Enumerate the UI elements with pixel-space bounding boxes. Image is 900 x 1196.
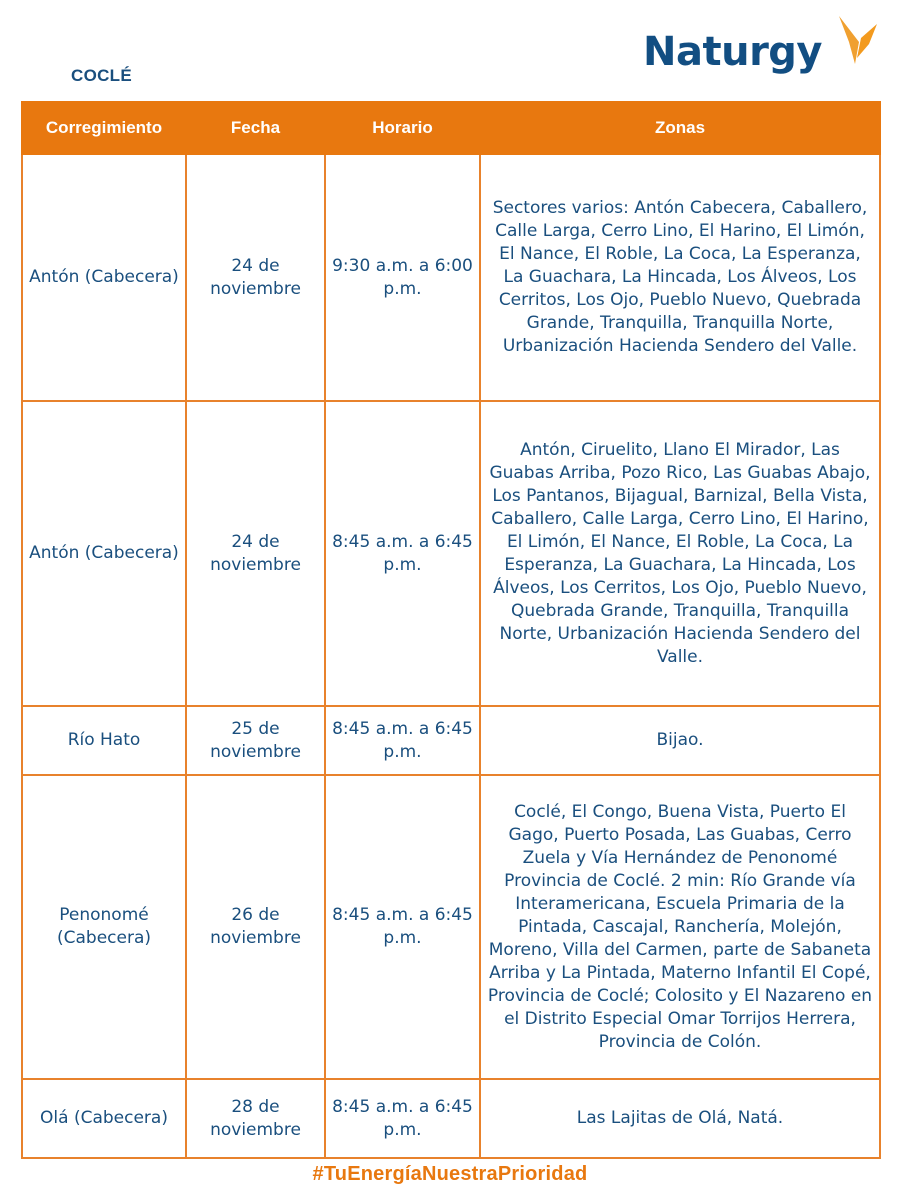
cell-zonas: Las Lajitas de Olá, Natá. — [480, 1079, 880, 1158]
cell-fecha: 25 de noviembre — [186, 706, 325, 775]
naturgy-logo — [643, 14, 883, 86]
cell-fecha: 24 de noviembre — [186, 401, 325, 706]
column-header-zonas: Zonas — [480, 102, 880, 154]
cell-corregimiento: Antón (Cabecera) — [22, 401, 186, 706]
cell-corregimiento: Antón (Cabecera) — [22, 154, 186, 401]
column-header-fecha: Fecha — [186, 102, 325, 154]
column-header-corregimiento: Corregimiento — [22, 102, 186, 154]
schedule-table — [21, 101, 881, 1159]
cell-horario: 8:45 a.m. a 6:45 p.m. — [325, 775, 480, 1079]
cell-corregimiento: Olá (Cabecera) — [22, 1079, 186, 1158]
cell-horario: 8:45 a.m. a 6:45 p.m. — [325, 401, 480, 706]
cell-zonas: Sectores varios: Antón Cabecera, Caballero, Calle Larga, Cerro Lino, El Harino, El Limón, El Nance, El Roble, La Coca, La Esperanza, La Guachara, La Hincada, Los Álveos, Los Cerritos, Los Ojo, Pueblo Nuevo, Quebrada Grande, Tranquilla, Tranquilla Norte, Urbanización Hacienda Sendero del Valle. — [480, 154, 880, 401]
cell-corregimiento: Río Hato — [22, 706, 186, 775]
region-title: COCLÉ — [71, 66, 132, 85]
cell-zonas: Antón, Ciruelito, Llano El Mirador, Las Guabas Arriba, Pozo Rico, Las Guabas Abajo, Los Pantanos, Bijagual, Barnizal, Bella Vista, Caballero, Calle Larga, Cerro Lino, El Harino, El Limón, El Nance, El Roble, La Coca, La Esperanza, La Guachara, La Hincada, Los Álveos, Los Cerritos, Los Ojo, Pueblo Nuevo, Quebrada Grande, Tranquilla, Tranquilla Norte, Urbanización Hacienda Sendero del Valle. — [480, 401, 880, 706]
table-row — [22, 401, 880, 706]
cell-horario: 8:45 a.m. a 6:45 p.m. — [325, 706, 480, 775]
table-row — [22, 775, 880, 1079]
table-row — [22, 1079, 880, 1158]
cell-fecha: 24 de noviembre — [186, 154, 325, 401]
cell-fecha: 26 de noviembre — [186, 775, 325, 1079]
cell-fecha: 28 de noviembre — [186, 1079, 325, 1158]
cell-corregimiento: Penonomé (Cabecera) — [22, 775, 186, 1079]
table-row — [22, 154, 880, 401]
column-header-horario: Horario — [325, 102, 480, 154]
brand-name: Naturgy — [643, 29, 822, 75]
campaign-hashtag: #TuEnergíaNuestraPrioridad — [312, 1163, 588, 1185]
table-row — [22, 706, 880, 775]
cell-zonas: Coclé, El Congo, Buena Vista, Puerto El Gago, Puerto Posada, Las Guabas, Cerro Zuela y Vía Hernández de Penonomé Provincia de Coclé. 2 min: Río Grande vía Interamericana, Escuela Primaria de la Pintada, Cascajal, Ranchería, Molejón, Moreno, Villa del Carmen, parte de Sabaneta Arriba y La Pintada, Materno Infantil El Copé, Provincia de Coclé; Colosito y El Nazareno en el Distrito Especial Omar Torrijos Herrera, Provincia de Colón. — [480, 775, 880, 1079]
table-header-row — [22, 102, 880, 154]
cell-horario: 9:30 a.m. a 6:00 p.m. — [325, 154, 480, 401]
cell-horario: 8:45 a.m. a 6:45 p.m. — [325, 1079, 480, 1158]
butterfly-icon — [835, 14, 879, 66]
cell-zonas: Bijao. — [480, 706, 880, 775]
